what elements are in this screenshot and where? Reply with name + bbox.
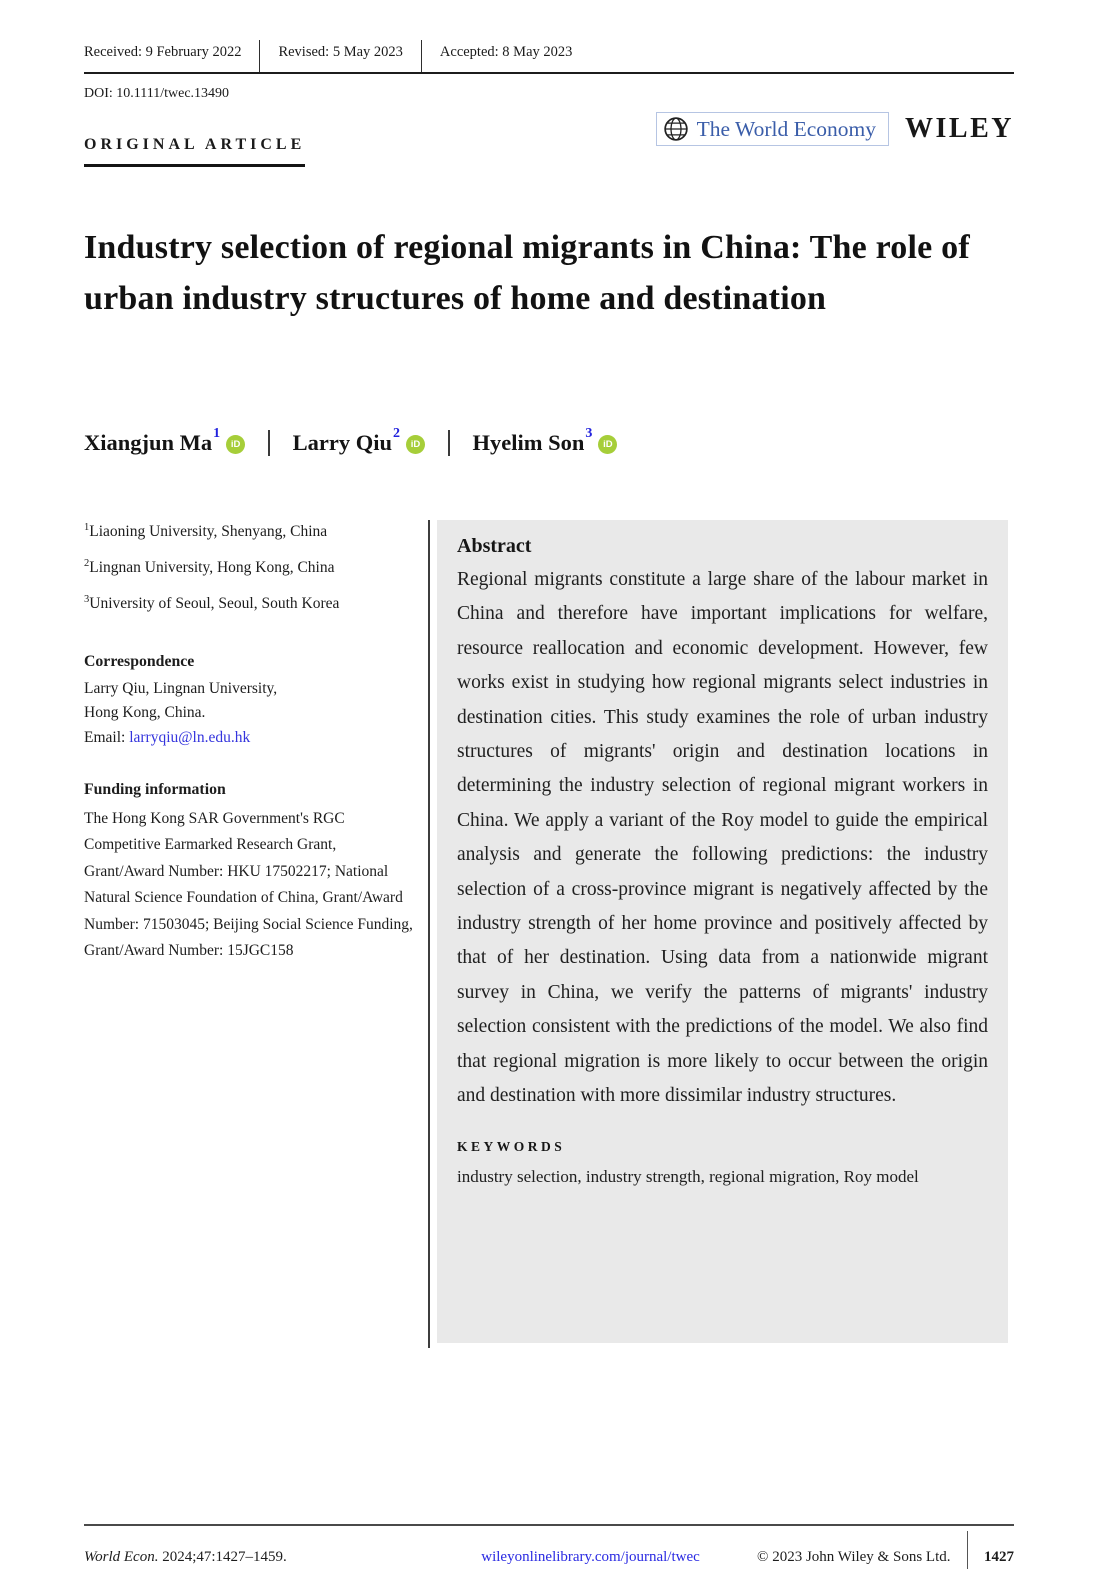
journal-logo <box>656 112 889 146</box>
orcid-icon[interactable]: iD <box>226 435 245 454</box>
top-metadata <box>84 40 1014 102</box>
received-date: Received: 9 February 2022 <box>84 40 260 72</box>
journal-url-link[interactable]: wileyonlinelibrary.com/journal/twec <box>481 1548 700 1565</box>
keywords-heading: KEYWORDS <box>457 1138 566 1154</box>
doi: DOI: 10.1111/twec.13490 <box>84 86 230 101</box>
orcid-icon[interactable]: iD <box>598 435 617 454</box>
author-separator <box>448 430 450 456</box>
affiliation-3 <box>84 584 418 620</box>
affiliation-1-sup: 1 <box>84 522 90 533</box>
globe-icon <box>663 116 689 142</box>
affiliation-2-sup: 2 <box>84 558 90 570</box>
wiley-logo: WILEY <box>905 113 1014 144</box>
author-3-affiliation-sup: 3 <box>585 426 593 441</box>
affiliation-2 <box>84 548 418 584</box>
footer-right <box>757 1538 1014 1576</box>
article-type-label: ORIGINAL ARTICLE <box>84 136 305 167</box>
masthead <box>84 112 1014 167</box>
column-divider <box>428 520 430 1348</box>
journal-name: The World Economy <box>696 116 877 141</box>
accepted-date: Accepted: 8 May 2023 <box>439 44 573 60</box>
funding-heading: Funding information <box>84 781 226 799</box>
brand-area <box>656 112 1014 146</box>
author-2 <box>292 426 425 456</box>
abstract-heading: Abstract <box>457 535 532 557</box>
affiliation-1-text: Liaoning University, Shenyang, China <box>89 523 328 541</box>
author-separator <box>268 430 270 456</box>
keywords-text: industry selection, industry strength, regional migration, Roy model <box>457 1166 919 1186</box>
affiliation-3-sup: 3 <box>84 594 90 606</box>
orcid-icon[interactable]: iD <box>406 435 425 454</box>
footer-rule <box>84 1524 1014 1526</box>
footer-divider <box>967 1531 969 1569</box>
dates-row <box>84 40 1014 74</box>
footer <box>84 1538 1014 1576</box>
author-1 <box>84 426 245 456</box>
page-title: Industry selection of regional migrants in China: The role of urban industry structures of home and destination <box>84 229 970 317</box>
correspondence-email-line <box>84 726 418 751</box>
author-2-name: Larry Qiu <box>292 430 393 455</box>
citation <box>84 1549 424 1566</box>
correspondence-line-1: Larry Qiu, Lingnan University, <box>84 679 278 697</box>
copyright-notice: © 2023 John Wiley & Sons Ltd. <box>757 1548 951 1565</box>
author-1-name: Xiangjun Ma <box>84 430 213 455</box>
funding-text: The Hong Kong SAR Government's RGC Competitive Earmarked Research Grant, Grant/Award Number: HKU 17502217; National Natural Science Foundation of China, Grant/Award Number: 71503045; Beijing Social Science Funding, Grant/Award Number: 15JGC158 <box>84 809 413 960</box>
citation-volume-pages: 2024;47:1427–1459. <box>158 1548 287 1565</box>
page-number: 1427 <box>984 1548 1014 1565</box>
affiliation-3-text: University of Seoul, Seoul, South Korea <box>89 595 340 613</box>
abstract-box <box>437 520 1008 1343</box>
author-3-name: Hyelim Son <box>472 430 585 455</box>
affiliation-2-text: Lingnan University, Hong Kong, China <box>89 559 335 577</box>
citation-journal: World Econ. <box>84 1548 159 1565</box>
authors-row <box>84 426 617 456</box>
author-1-affiliation-sup: 1 <box>213 426 221 441</box>
affiliations-list <box>84 512 418 620</box>
correspondence-line-2: Hong Kong, China. <box>84 704 206 722</box>
email-link[interactable]: larryqiu@ln.edu.hk <box>129 728 251 746</box>
correspondence-heading: Correspondence <box>84 653 195 671</box>
revised-date: Revised: 5 May 2023 <box>260 40 421 72</box>
affiliation-1 <box>84 512 418 548</box>
author-3 <box>472 426 618 456</box>
author-2-affiliation-sup: 2 <box>393 426 401 441</box>
left-column <box>84 512 418 965</box>
correspondence-block <box>84 650 418 750</box>
email-label: Email: <box>84 728 130 746</box>
funding-block <box>84 777 418 965</box>
abstract-text: Regional migrants constitute a large share of the labour market in China and therefore have important implications for welfare, resource reallocation and economic development. However, few works exist in studying how regional migrants select industries in destination cities. This study examines the role of urban industry structures of migrants' origin and destination locations in determining the industry selection of regional migrant workers in China. We apply a variant of the Roy model to guide the empirical analysis and generate the following predictions: the industry selection of a cross-province migrant is negatively affected by the industry strength of her home province and positively affected by that of her destination. Using data from a nationwide migrant survey in China, we verify the patterns of migrants' industry selection consistent with the predictions of the model. We also find that regional migration is more likely to occur between the origin and destination with more dissimilar industry structures. <box>457 569 988 1107</box>
